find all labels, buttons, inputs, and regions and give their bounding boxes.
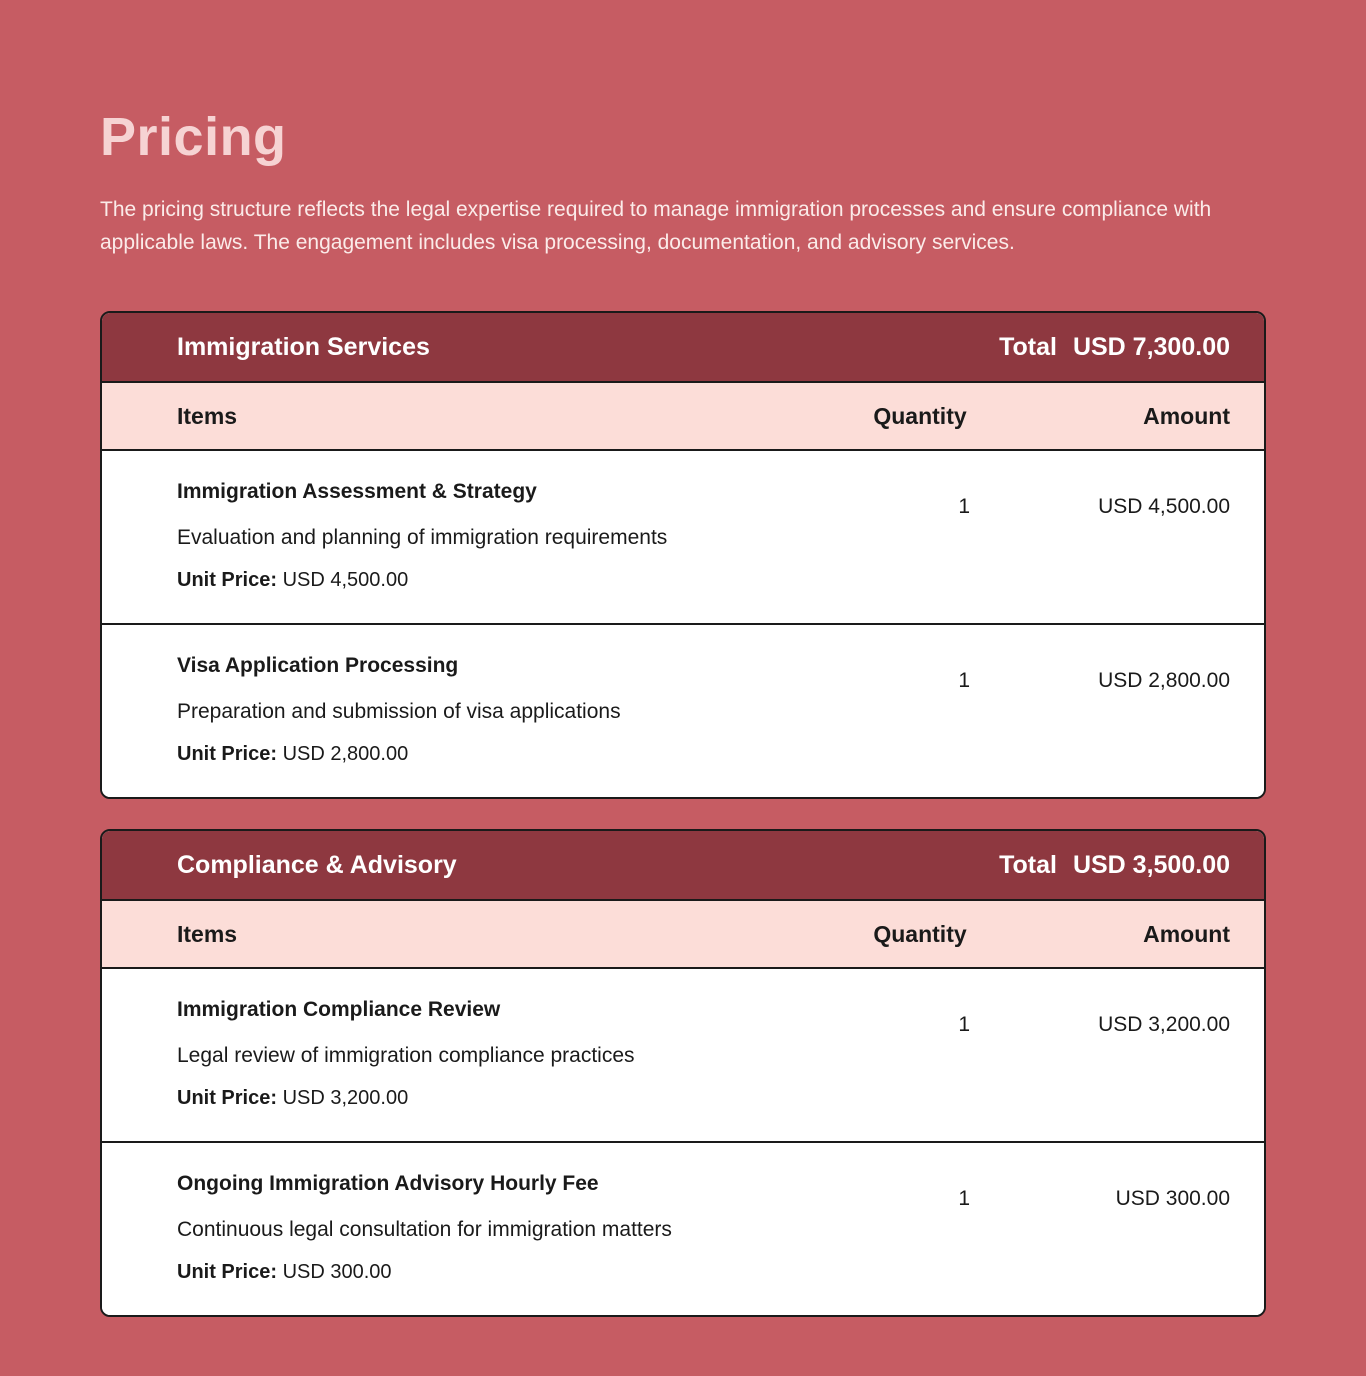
column-header-amount: Amount	[1143, 402, 1230, 429]
total-label: Total	[999, 850, 1057, 879]
item-amount: USD 4,500.00	[1098, 495, 1230, 519]
item-name: Immigration Compliance Review	[177, 998, 501, 1022]
total-amount: USD 3,500.00	[1072, 850, 1230, 879]
item-row	[102, 623, 1264, 797]
item-name: Immigration Assessment & Strategy	[177, 480, 537, 504]
total-label: Total	[999, 332, 1057, 361]
section-header	[102, 313, 1264, 383]
unit-price	[177, 741, 712, 767]
column-header-row	[102, 901, 1264, 969]
unit-price-label: Unit Price:	[177, 743, 278, 766]
item-amount: USD 300.00	[1115, 1187, 1230, 1211]
unit-price-label: Unit Price:	[177, 1261, 278, 1284]
page-title: Pricing	[100, 107, 287, 167]
item-row	[102, 451, 1264, 623]
section-title: Compliance & Advisory	[177, 850, 457, 879]
item-row	[102, 1141, 1264, 1315]
column-header-items: Items	[177, 920, 238, 947]
item-description: Continuous legal consultation for immigration matters	[177, 1218, 672, 1242]
item-quantity: 1	[958, 1013, 970, 1037]
unit-price-value: USD 3,200.00	[282, 1087, 409, 1110]
item-cell	[177, 651, 712, 767]
item-cell	[177, 477, 712, 593]
pricing-section-immigration-services	[100, 311, 1266, 799]
pricing-page	[0, 108, 1366, 1317]
unit-price-value: USD 4,500.00	[282, 569, 409, 592]
item-cell	[177, 1169, 712, 1285]
section-title: Immigration Services	[177, 332, 430, 361]
column-header-quantity: Quantity	[873, 920, 967, 947]
item-amount: USD 2,800.00	[1098, 669, 1230, 693]
pricing-section-compliance-advisory	[100, 829, 1266, 1317]
item-amount: USD 3,200.00	[1098, 1013, 1230, 1037]
section-total	[999, 851, 1230, 880]
unit-price-value: USD 2,800.00	[282, 743, 409, 766]
unit-price	[177, 567, 712, 593]
section-header	[102, 831, 1264, 901]
section-total	[999, 333, 1230, 362]
item-name: Ongoing Immigration Advisory Hourly Fee	[177, 1172, 599, 1196]
item-quantity: 1	[958, 1187, 970, 1211]
column-header-quantity: Quantity	[873, 402, 967, 429]
item-description: Legal review of immigration compliance practices	[177, 1044, 635, 1068]
column-header-amount: Amount	[1143, 920, 1230, 947]
item-name: Visa Application Processing	[177, 654, 459, 678]
column-header-row	[102, 383, 1264, 451]
unit-price	[177, 1085, 712, 1111]
item-description: Preparation and submission of visa applications	[177, 700, 621, 724]
item-cell	[177, 995, 712, 1111]
item-description: Evaluation and planning of immigration requirements	[177, 526, 668, 550]
unit-price-label: Unit Price:	[177, 569, 278, 592]
item-quantity: 1	[958, 495, 970, 519]
item-quantity: 1	[958, 669, 970, 693]
unit-price-label: Unit Price:	[177, 1087, 278, 1110]
unit-price-value: USD 300.00	[282, 1261, 392, 1284]
page-description: The pricing structure reflects the legal expertise required to manage immigration processes and ensure compliance with applicable laws. The engagement includes visa processing, documentation, and advisory services.	[100, 198, 1212, 255]
total-amount: USD 7,300.00	[1072, 332, 1230, 361]
unit-price	[177, 1259, 712, 1285]
item-row	[102, 969, 1264, 1141]
column-header-items: Items	[177, 402, 238, 429]
